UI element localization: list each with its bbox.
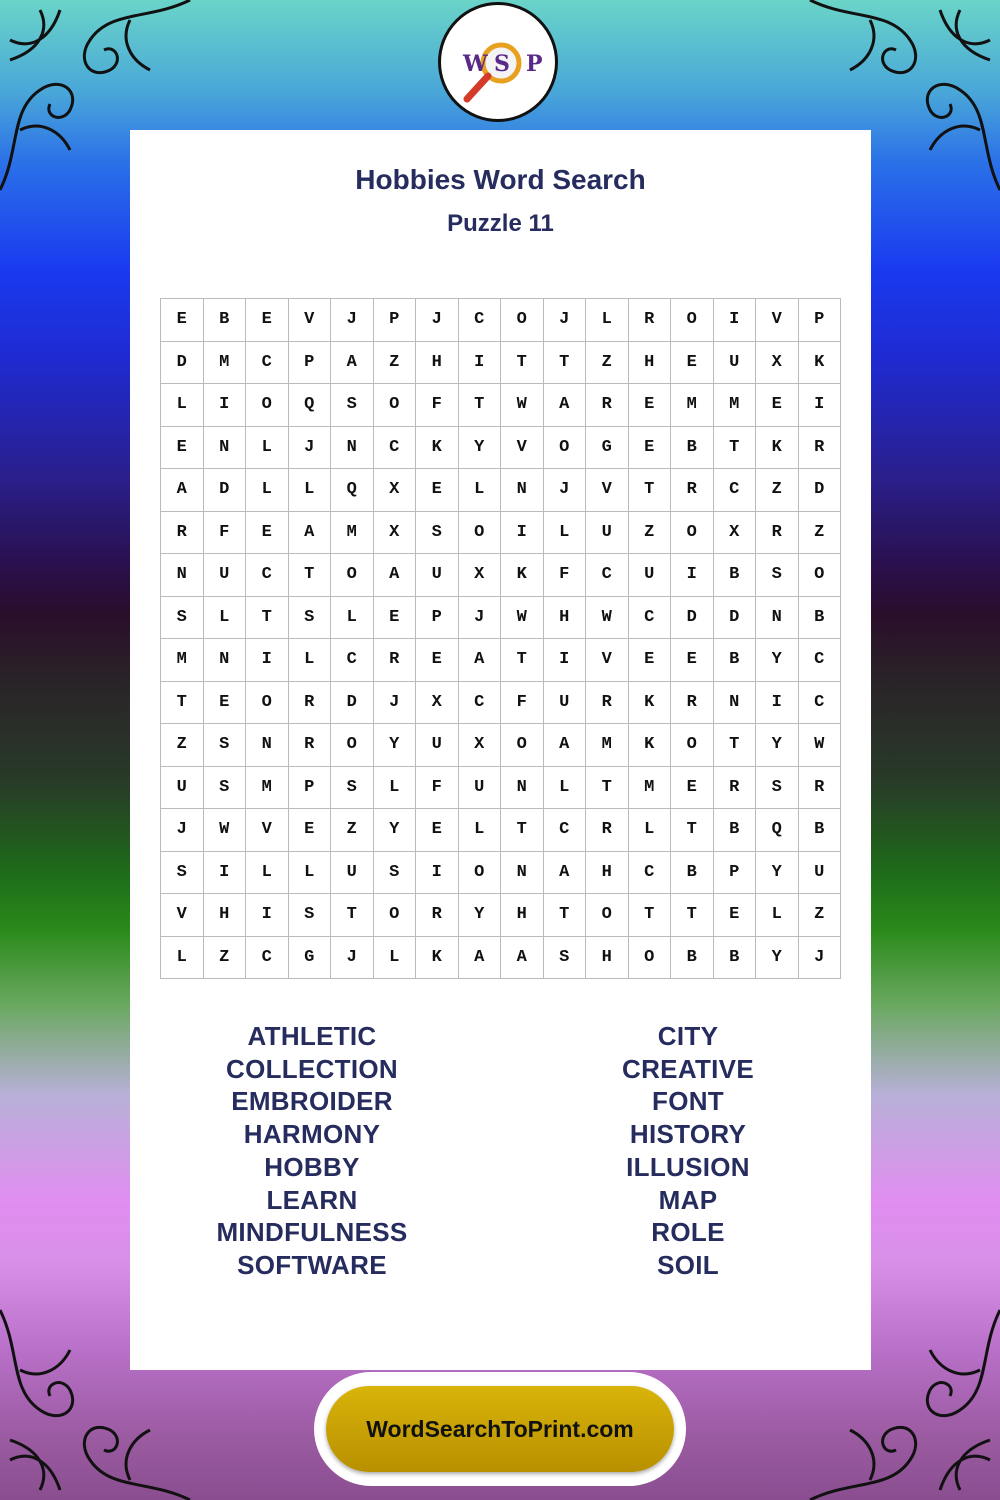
grid-cell[interactable]: Z (799, 512, 842, 555)
grid-cell[interactable]: C (544, 809, 587, 852)
grid-cell[interactable]: G (289, 937, 332, 980)
grid-cell[interactable]: I (204, 852, 247, 895)
grid-cell[interactable]: N (204, 427, 247, 470)
grid-cell[interactable]: L (374, 767, 417, 810)
grid-cell[interactable]: K (799, 342, 842, 385)
grid-cell[interactable]: E (671, 342, 714, 385)
puzzle-title: Hobbies Word Search (355, 164, 646, 195)
letter-grid (160, 298, 841, 979)
grid-cell[interactable]: I (204, 384, 247, 427)
grid-cell[interactable]: K (416, 427, 459, 470)
grid-cell[interactable]: S (289, 597, 332, 640)
grid-cell[interactable]: Z (331, 809, 374, 852)
grid-cell[interactable]: E (416, 469, 459, 512)
grid-cell[interactable]: J (416, 299, 459, 342)
word-list-item: EMBROIDER (231, 1086, 393, 1117)
grid-cell[interactable]: J (289, 427, 332, 470)
grid-cell[interactable]: E (289, 809, 332, 852)
grid-cell[interactable]: O (671, 724, 714, 767)
grid-cell[interactable]: E (246, 512, 289, 555)
grid-cell[interactable]: A (289, 512, 332, 555)
grid-cell[interactable]: S (331, 767, 374, 810)
grid-cell[interactable]: Z (374, 342, 417, 385)
grid-cell[interactable]: E (714, 894, 757, 937)
grid-cell[interactable]: U (544, 682, 587, 725)
grid-cell[interactable]: T (586, 767, 629, 810)
grid-cell[interactable]: L (204, 597, 247, 640)
grid-cell[interactable]: I (756, 682, 799, 725)
grid-cell[interactable]: E (416, 639, 459, 682)
grid-cell[interactable]: B (204, 299, 247, 342)
grid-cell[interactable]: X (459, 724, 502, 767)
grid-cell[interactable]: S (756, 767, 799, 810)
grid-cell[interactable]: H (204, 894, 247, 937)
grid-cell[interactable]: S (289, 894, 332, 937)
footer-badge (314, 1372, 686, 1486)
grid-cell[interactable]: M (246, 767, 289, 810)
grid-cell[interactable]: R (586, 384, 629, 427)
grid-cell[interactable]: L (586, 299, 629, 342)
grid-cell[interactable]: V (586, 469, 629, 512)
grid-cell[interactable]: I (246, 894, 289, 937)
grid-cell[interactable]: I (416, 852, 459, 895)
word-list-left (142, 1020, 482, 1282)
grid-cell[interactable]: P (799, 299, 842, 342)
grid-cell[interactable]: T (671, 809, 714, 852)
grid-cell[interactable]: V (161, 894, 204, 937)
grid-cell[interactable]: H (544, 597, 587, 640)
grid-cell[interactable]: T (671, 894, 714, 937)
grid-cell[interactable]: U (714, 342, 757, 385)
grid-cell[interactable]: R (289, 724, 332, 767)
grid-cell[interactable]: O (586, 894, 629, 937)
logo-letter: S (494, 51, 510, 77)
grid-cell[interactable]: P (289, 767, 332, 810)
grid-cell[interactable]: E (374, 597, 417, 640)
grid-cell[interactable]: L (289, 639, 332, 682)
grid-cell[interactable]: Z (799, 894, 842, 937)
grid-cell[interactable]: T (714, 724, 757, 767)
grid-cell[interactable]: J (331, 937, 374, 980)
word-list-item: SOFTWARE (237, 1249, 387, 1280)
grid-cell[interactable]: O (671, 299, 714, 342)
word-list-item: LEARN (266, 1184, 358, 1215)
grid-cell[interactable]: A (544, 724, 587, 767)
grid-cell[interactable]: R (586, 682, 629, 725)
grid-cell[interactable]: H (629, 342, 672, 385)
wsp-logo[interactable] (438, 2, 558, 122)
grid-cell[interactable]: E (246, 299, 289, 342)
word-list-item: HISTORY (629, 1119, 747, 1150)
grid-cell[interactable]: L (756, 894, 799, 937)
grid-cell[interactable]: I (501, 512, 544, 555)
grid-cell[interactable]: L (374, 937, 417, 980)
grid-cell[interactable]: B (714, 639, 757, 682)
grid-cell[interactable]: S (416, 512, 459, 555)
grid-cell[interactable]: J (161, 809, 204, 852)
grid-cell[interactable]: I (459, 342, 502, 385)
grid-cell[interactable]: L (161, 384, 204, 427)
grid-cell[interactable]: S (161, 852, 204, 895)
grid-cell[interactable]: Y (374, 809, 417, 852)
grid-cell[interactable]: O (629, 937, 672, 980)
grid-cell[interactable]: O (459, 852, 502, 895)
grid-cell[interactable]: C (246, 554, 289, 597)
grid-cell[interactable]: R (714, 767, 757, 810)
grid-cell[interactable]: Y (756, 852, 799, 895)
grid-cell[interactable]: R (799, 767, 842, 810)
grid-cell[interactable]: N (501, 852, 544, 895)
grid-cell[interactable]: S (204, 767, 247, 810)
grid-cell[interactable]: V (246, 809, 289, 852)
grid-cell[interactable]: X (459, 554, 502, 597)
grid-cell[interactable]: A (374, 554, 417, 597)
grid-cell[interactable]: V (501, 427, 544, 470)
grid-cell[interactable]: S (756, 554, 799, 597)
grid-cell[interactable]: L (289, 852, 332, 895)
grid-cell[interactable]: C (331, 639, 374, 682)
grid-cell[interactable]: U (416, 724, 459, 767)
grid-cell[interactable]: L (246, 852, 289, 895)
puzzle-subtitle: Puzzle 11 (447, 210, 554, 237)
grid-cell[interactable]: L (331, 597, 374, 640)
grid-cell[interactable]: Z (756, 469, 799, 512)
grid-cell[interactable]: C (629, 852, 672, 895)
grid-cell[interactable]: N (714, 682, 757, 725)
grid-cell[interactable]: V (586, 639, 629, 682)
grid-cell[interactable]: N (501, 469, 544, 512)
grid-cell[interactable]: S (331, 384, 374, 427)
grid-cell[interactable]: E (161, 427, 204, 470)
grid-cell[interactable]: B (714, 937, 757, 980)
grid-cell[interactable]: Z (629, 512, 672, 555)
grid-cell[interactable]: O (501, 724, 544, 767)
word-list-item: COLLECTION (226, 1053, 398, 1084)
grid-cell[interactable]: E (629, 384, 672, 427)
grid-cell[interactable]: M (671, 384, 714, 427)
grid-cell[interactable]: B (671, 937, 714, 980)
grid-cell[interactable]: Q (331, 469, 374, 512)
grid-cell[interactable]: F (416, 384, 459, 427)
grid-cell[interactable]: H (416, 342, 459, 385)
grid-cell[interactable]: X (714, 512, 757, 555)
grid-cell[interactable]: T (544, 894, 587, 937)
grid-cell[interactable]: C (586, 554, 629, 597)
grid-cell[interactable]: O (374, 894, 417, 937)
grid-cell[interactable]: P (416, 597, 459, 640)
grid-cell[interactable]: N (246, 724, 289, 767)
grid-cell[interactable]: S (161, 597, 204, 640)
grid-cell[interactable]: O (799, 554, 842, 597)
grid-cell[interactable]: J (799, 937, 842, 980)
grid-cell[interactable]: R (586, 809, 629, 852)
grid-cell[interactable]: O (671, 512, 714, 555)
grid-cell[interactable]: O (246, 682, 289, 725)
grid-cell[interactable]: P (374, 299, 417, 342)
grid-cell[interactable]: B (799, 597, 842, 640)
grid-cell[interactable]: E (416, 809, 459, 852)
grid-cell[interactable]: U (161, 767, 204, 810)
grid-cell[interactable]: B (714, 554, 757, 597)
grid-cell[interactable]: N (756, 597, 799, 640)
word-list-item: MINDFULNESS (216, 1217, 408, 1248)
grid-cell[interactable]: U (586, 512, 629, 555)
grid-cell[interactable]: Y (459, 894, 502, 937)
word-list-item: CREATIVE (622, 1053, 754, 1084)
grid-cell[interactable]: B (799, 809, 842, 852)
grid-cell[interactable]: T (331, 894, 374, 937)
grid-cell[interactable]: C (714, 469, 757, 512)
grid-cell[interactable]: E (629, 639, 672, 682)
word-list-item: ATHLETIC (247, 1021, 377, 1051)
grid-cell[interactable]: U (459, 767, 502, 810)
grid-cell[interactable]: K (629, 724, 672, 767)
grid-cell[interactable]: R (374, 639, 417, 682)
grid-cell[interactable]: A (459, 639, 502, 682)
grid-cell[interactable]: B (714, 809, 757, 852)
grid-cell[interactable]: W (204, 809, 247, 852)
grid-cell[interactable]: S (204, 724, 247, 767)
grid-cell[interactable]: L (459, 469, 502, 512)
grid-cell[interactable]: L (289, 469, 332, 512)
logo-letter: W (463, 51, 488, 77)
grid-cell[interactable]: F (204, 512, 247, 555)
magnifier-icon (441, 5, 555, 119)
word-list-item: ILLUSION (626, 1151, 750, 1182)
grid-cell[interactable]: O (374, 384, 417, 427)
grid-cell[interactable]: C (246, 937, 289, 980)
grid-cell[interactable]: M (629, 767, 672, 810)
grid-cell[interactable]: T (714, 427, 757, 470)
grid-cell[interactable]: E (756, 384, 799, 427)
grid-cell[interactable]: M (161, 639, 204, 682)
grid-cell[interactable]: N (161, 554, 204, 597)
grid-cell[interactable]: C (246, 342, 289, 385)
grid-cell[interactable]: T (246, 597, 289, 640)
grid-cell[interactable]: T (289, 554, 332, 597)
grid-cell[interactable]: J (459, 597, 502, 640)
grid-cell[interactable]: B (671, 427, 714, 470)
grid-cell[interactable]: U (629, 554, 672, 597)
grid-cell[interactable]: O (544, 427, 587, 470)
grid-cell[interactable]: T (501, 809, 544, 852)
grid-cell[interactable]: L (459, 809, 502, 852)
grid-cell[interactable]: W (586, 597, 629, 640)
grid-cell[interactable]: Y (756, 937, 799, 980)
grid-cell[interactable]: D (204, 469, 247, 512)
grid-cell[interactable]: R (629, 299, 672, 342)
grid-cell[interactable]: Y (756, 724, 799, 767)
grid-cell[interactable]: J (544, 469, 587, 512)
grid-cell[interactable]: E (671, 767, 714, 810)
grid-cell[interactable]: R (671, 682, 714, 725)
grid-cell[interactable]: Y (756, 639, 799, 682)
grid-cell[interactable]: G (586, 427, 629, 470)
word-list-item: CITY (657, 1021, 719, 1051)
word-list-item: MAP (658, 1184, 718, 1215)
grid-cell[interactable]: N (331, 427, 374, 470)
grid-cell[interactable]: I (246, 639, 289, 682)
grid-cell[interactable]: J (544, 299, 587, 342)
grid-cell[interactable]: K (416, 937, 459, 980)
grid-cell[interactable]: H (586, 937, 629, 980)
grid-cell[interactable]: W (501, 384, 544, 427)
grid-cell[interactable]: M (586, 724, 629, 767)
grid-cell[interactable]: I (671, 554, 714, 597)
grid-cell[interactable]: P (714, 852, 757, 895)
grid-cell[interactable]: R (799, 427, 842, 470)
grid-cell[interactable]: C (799, 682, 842, 725)
grid-cell[interactable]: Q (756, 809, 799, 852)
website-link[interactable]: WordSearchToPrint.com (326, 1386, 674, 1472)
word-list-item: FONT (652, 1086, 724, 1117)
word-list-item: HARMONY (243, 1119, 381, 1150)
grid-cell[interactable]: W (501, 597, 544, 640)
grid-cell[interactable]: S (374, 852, 417, 895)
grid-cell[interactable]: B (671, 852, 714, 895)
grid-cell[interactable]: C (459, 299, 502, 342)
grid-cell[interactable]: V (289, 299, 332, 342)
grid-cell[interactable]: F (416, 767, 459, 810)
word-list-right (518, 1020, 858, 1282)
grid-cell[interactable]: T (629, 894, 672, 937)
grid-cell[interactable]: I (544, 639, 587, 682)
grid-cell[interactable]: Y (459, 427, 502, 470)
grid-cell[interactable]: J (331, 299, 374, 342)
grid-cell[interactable]: L (246, 469, 289, 512)
grid-cell[interactable]: I (799, 384, 842, 427)
grid-cell[interactable]: Z (204, 937, 247, 980)
grid-cell[interactable]: O (459, 512, 502, 555)
grid-cell[interactable]: N (501, 767, 544, 810)
grid-cell[interactable]: D (161, 342, 204, 385)
grid-cell[interactable]: T (161, 682, 204, 725)
grid-cell[interactable]: R (161, 512, 204, 555)
grid-cell[interactable]: F (501, 682, 544, 725)
grid-cell[interactable]: L (629, 809, 672, 852)
grid-cell[interactable]: K (629, 682, 672, 725)
grid-cell[interactable]: A (544, 384, 587, 427)
grid-cell[interactable]: A (331, 342, 374, 385)
grid-cell[interactable]: R (671, 469, 714, 512)
grid-cell[interactable]: H (586, 852, 629, 895)
grid-cell[interactable]: E (629, 427, 672, 470)
word-list-item: SOIL (657, 1249, 719, 1280)
grid-cell[interactable]: I (714, 299, 757, 342)
grid-cell[interactable]: R (416, 894, 459, 937)
grid-cell[interactable]: E (671, 639, 714, 682)
grid-cell[interactable]: O (501, 299, 544, 342)
grid-cell[interactable]: M (204, 342, 247, 385)
grid-cell[interactable]: F (544, 554, 587, 597)
grid-cell[interactable]: C (459, 682, 502, 725)
grid-cell[interactable]: E (204, 682, 247, 725)
grid-cell[interactable]: D (671, 597, 714, 640)
grid-cell[interactable]: X (756, 342, 799, 385)
grid-cell[interactable]: X (374, 512, 417, 555)
grid-cell[interactable]: S (544, 937, 587, 980)
grid-cell[interactable]: E (161, 299, 204, 342)
grid-cell[interactable]: C (799, 639, 842, 682)
grid-cell[interactable]: K (501, 554, 544, 597)
grid-cell[interactable]: T (501, 342, 544, 385)
grid-cell[interactable]: C (374, 427, 417, 470)
grid-cell[interactable]: P (289, 342, 332, 385)
grid-cell[interactable]: O (246, 384, 289, 427)
grid-cell[interactable]: A (161, 469, 204, 512)
grid-cell[interactable]: C (629, 597, 672, 640)
grid-cell[interactable]: A (544, 852, 587, 895)
grid-cell[interactable]: M (714, 384, 757, 427)
grid-cell[interactable]: Z (586, 342, 629, 385)
grid-cell[interactable]: T (501, 639, 544, 682)
grid-cell[interactable]: T (459, 384, 502, 427)
grid-cell[interactable]: R (756, 512, 799, 555)
grid-cell[interactable]: L (246, 427, 289, 470)
grid-cell[interactable]: H (501, 894, 544, 937)
grid-cell[interactable]: U (799, 852, 842, 895)
grid-cell[interactable]: L (544, 767, 587, 810)
grid-cell[interactable]: X (416, 682, 459, 725)
grid-cell[interactable]: V (756, 299, 799, 342)
word-list-item: HOBBY (264, 1151, 360, 1182)
grid-cell[interactable]: D (714, 597, 757, 640)
grid-cell[interactable]: U (331, 852, 374, 895)
word-list-item: ROLE (651, 1217, 725, 1248)
grid-cell[interactable]: W (799, 724, 842, 767)
grid-cell[interactable]: D (331, 682, 374, 725)
logo-letter: P (526, 51, 543, 77)
grid-cell[interactable]: K (756, 427, 799, 470)
grid-cell[interactable]: Z (161, 724, 204, 767)
grid-cell[interactable]: L (544, 512, 587, 555)
grid-cell[interactable]: N (204, 639, 247, 682)
grid-cell[interactable]: O (331, 724, 374, 767)
grid-cell[interactable]: U (204, 554, 247, 597)
grid-cell[interactable]: T (544, 342, 587, 385)
grid-cell[interactable]: Y (374, 724, 417, 767)
grid-cell[interactable]: R (289, 682, 332, 725)
grid-cell[interactable]: T (629, 469, 672, 512)
puzzle-sheet (130, 130, 871, 1370)
grid-cell[interactable]: A (459, 937, 502, 980)
grid-cell[interactable]: O (331, 554, 374, 597)
grid-cell[interactable]: U (416, 554, 459, 597)
grid-cell[interactable]: Q (289, 384, 332, 427)
grid-cell[interactable]: X (374, 469, 417, 512)
grid-cell[interactable]: L (161, 937, 204, 980)
grid-cell[interactable]: D (799, 469, 842, 512)
grid-cell[interactable]: M (331, 512, 374, 555)
grid-cell[interactable]: J (374, 682, 417, 725)
grid-cell[interactable]: A (501, 937, 544, 980)
